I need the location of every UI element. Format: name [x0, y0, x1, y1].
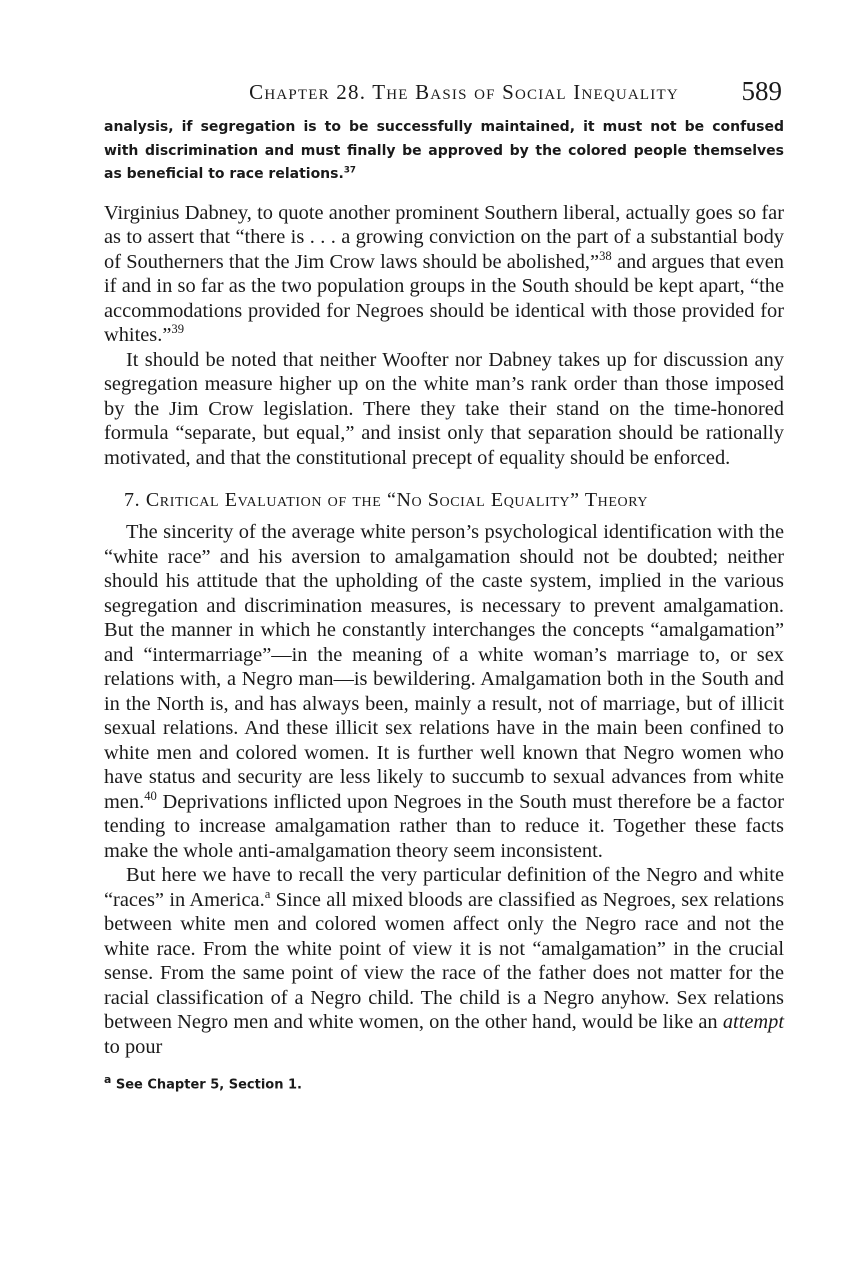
section-number: 7.	[124, 489, 141, 511]
footnote-marker: a	[104, 1073, 112, 1086]
emphasis-attempt: attempt	[722, 1011, 784, 1033]
block-quote	[104, 116, 784, 187]
chapter-title: Chapter 28. The Basis of Social Inequality	[249, 80, 679, 104]
paragraph-dabney	[104, 201, 784, 348]
book-page	[104, 74, 784, 1092]
section-heading	[124, 489, 784, 512]
page-number: 589	[741, 76, 782, 106]
paragraph-sincerity	[104, 520, 784, 863]
note-ref-39: 39	[171, 322, 185, 337]
note-ref-37: 37	[343, 165, 356, 176]
paragraph-dabney-part1: Virginius Dabney, to quote another prominent Southern liberal, actually goes so far as to assert that “there is . . . a growing conviction on the part of a substantial body of Southerners that the Jim Crow laws should be abolished,”	[104, 201, 784, 273]
running-header	[104, 74, 784, 112]
footnote	[104, 1073, 784, 1092]
paragraph-woofter-dabney: It should be noted that neither Woofter nor Dabney takes up for discussion any segregation measure higher up on the white man’s rank order than those imposed by the Jim Crow legislation. There they take their stand on the time-honored formula “separate, but equal,” and insist only that separation should be rationally motivated, and that the constitutional precept of equality should be enforced.	[104, 348, 784, 469]
block-quote-text: analysis, if segregation is to be successfully maintained, it must not be confused with discrimination and must finally be approved by the colored people themselves as beneficial to race relations.	[104, 119, 784, 182]
paragraph-sincerity-part1: The sincerity of the average white person’s psychological identification with the “white race” and his aversion to amalgamation should not be doubted; neither should his attitude that the upholding of the caste system, implied in the various segregation and discrimination measures, is necessary to prevent amalgamation. But the manner in which he constantly interchanges the concepts “amalgamation” and “intermarriage”—in the meaning of a white woman’s marriage to, or sex relations with, a Negro man—is bewildering. Amalgamation both in the South and in the North is, and has always been, mainly a result, not of marriage, but of illicit sexual relations. And these illicit sex relations have in the main been confined to white men and colored women. It is further well known that Negro women who have status and security are less likely to succumb to sexual advances from white men.	[104, 521, 784, 813]
paragraph-definition-part1: But here we have to recall the very particular definition of the Negro and white “races” in America.	[104, 864, 784, 911]
footnote-text: See Chapter 5, Section 1.	[111, 1077, 302, 1093]
paragraph-definition	[104, 863, 784, 1059]
paragraph-definition-part2: Since all mixed bloods are classified as Negroes, sex relations between white men and colored women affect only the Negro race and not the white race. From the white point of view it is not “amalgamation” in the crucial sense. From the same point of view the race of the father does not matter for the racial classification of a Negro child. The child is a Negro anyhow. Sex relations between Negro men and white women, on the other hand, would be like an	[104, 888, 784, 1033]
paragraph-dabney-part2: and argues that even if and in so far as the two population groups in the South should be kept apart, “the accommodations provided for Negroes should be identical with those provided for whites.”	[104, 250, 785, 346]
paragraph-definition-part3: to pour	[104, 1035, 163, 1058]
note-ref-40: 40	[144, 788, 157, 803]
note-ref-38: 38	[599, 248, 612, 263]
paragraph-sincerity-part2: Deprivations inflicted upon Negroes in the South must therefore be a factor tending to increase amalgamation rather than to reduce it. Together these facts make the whole anti-amalgamation theory seem inconsistent.	[104, 790, 784, 862]
section-title: Critical Evaluation of the “No Social Equality” Theory	[145, 489, 649, 511]
note-ref-a: a	[264, 886, 271, 901]
